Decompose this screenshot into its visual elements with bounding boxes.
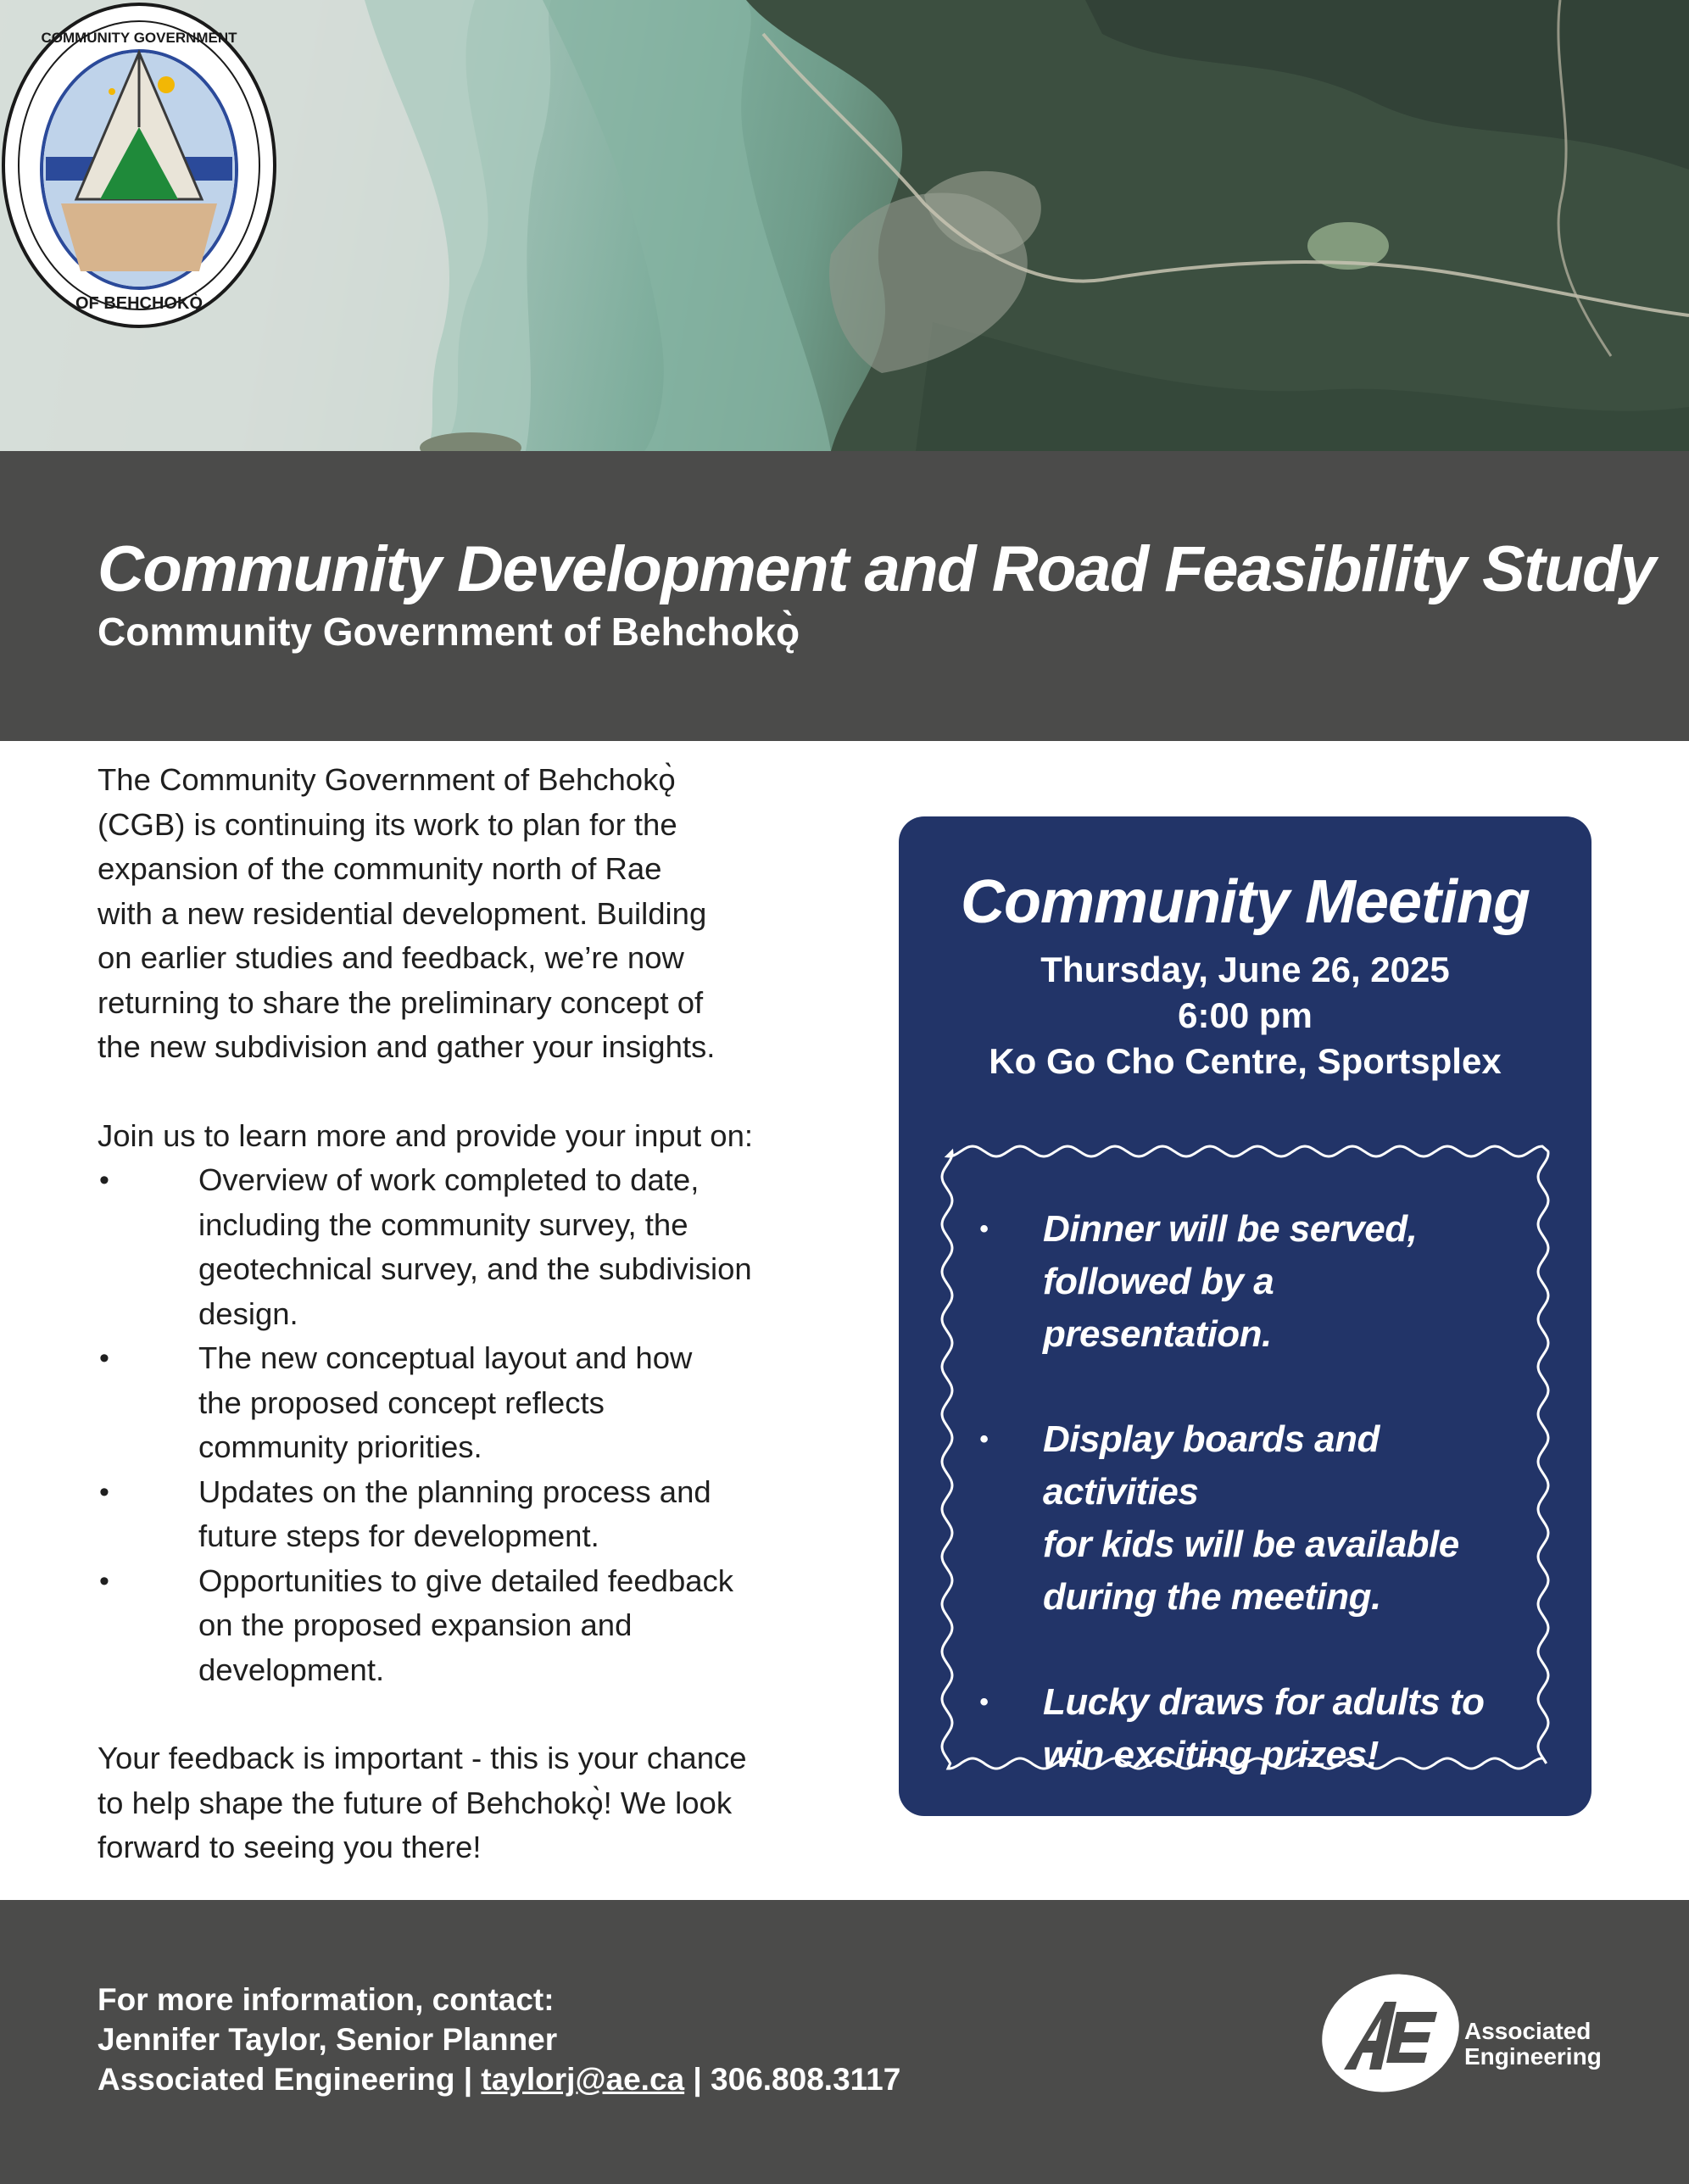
meeting-time: 6:00 pm xyxy=(1178,995,1313,1035)
intro-section xyxy=(98,758,827,1870)
contact-email-link[interactable]: taylorj@ae.ca xyxy=(481,2062,685,2097)
meeting-location: Ko Go Cho Centre, Sportsplex xyxy=(989,1041,1502,1081)
meeting-title: Community Meeting xyxy=(960,868,1530,936)
list-item: • Overview of work completed to date, including the community survey, the geotechnical survey, and the subdivision design. xyxy=(98,1158,827,1336)
bullet-icon: • xyxy=(99,1342,109,1374)
ae-emblem-icon xyxy=(1318,1968,1463,2099)
behchoko-community-logo xyxy=(0,0,278,331)
contact-footer xyxy=(0,1900,1689,2184)
list-item: • Dinner will be served, followed by a presentation. xyxy=(979,1203,1522,1361)
logo-bottom-text: OF BEHCHOKǪ̀ xyxy=(75,294,203,313)
closing-paragraph: Your feedback is important - this is your chance to help shape the future of Behchokǫ̀! We look forward to seeing you there! xyxy=(98,1741,747,1864)
meeting-card xyxy=(899,816,1591,1816)
list-item: • Opportunities to give detailed feedback on the proposed expansion and development. xyxy=(98,1559,827,1693)
page-subtitle: Community Government of Behchokǫ̀ xyxy=(98,610,800,654)
contact-details xyxy=(98,2059,900,2099)
bullet-icon: • xyxy=(99,1564,109,1597)
bullet-icon: • xyxy=(979,1688,989,1716)
title-band xyxy=(0,451,1689,741)
list-item: • The new conceptual layout and how the proposed concept reflects community priorities. xyxy=(98,1336,827,1470)
bullet-icon: • xyxy=(979,1215,989,1243)
list-item: • Updates on the planning process and future steps for development. xyxy=(98,1470,827,1559)
page-title: Community Development and Road Feasibility Study xyxy=(98,533,1655,605)
contact-separator: | xyxy=(693,2062,702,2097)
meeting-highlights xyxy=(979,1203,1522,1781)
associated-engineering-logo xyxy=(1318,1968,1602,2099)
contact-info xyxy=(98,1980,900,2099)
contact-heading: For more information, contact: xyxy=(98,1982,555,2017)
list-item: • Display boards and activities for kids will be available during the meeting. xyxy=(979,1413,1522,1624)
meeting-date: Thursday, June 26, 2025 xyxy=(1040,950,1450,989)
aerial-photo-header xyxy=(0,0,1689,451)
bullet-icon: • xyxy=(979,1425,989,1453)
bullet-icon: • xyxy=(99,1164,109,1196)
intro-paragraph: The Community Government of Behchokǫ̀ (CGB) is continuing its work to plan for the expansion of the community north of Rae with a new residential development. Building on earlier studies and feedback, we’re now returning to share the preliminary concept of the new subdivision and gather your insights. xyxy=(98,762,716,1064)
contact-name: Jennifer Taylor, Senior Planner xyxy=(98,2022,558,2057)
list-item: • Lucky draws for adults to win exciting prizes! xyxy=(979,1676,1522,1781)
contact-phone: 306.808.3117 xyxy=(711,2062,901,2097)
logo-top-text: COMMUNITY GOVERNMENT xyxy=(41,30,237,46)
bullet-icon: • xyxy=(99,1475,109,1508)
contact-org: Associated Engineering | xyxy=(98,2062,473,2097)
join-line: Join us to learn more and provide your input on: xyxy=(98,1117,754,1153)
topics-list xyxy=(98,1158,827,1692)
ae-wordmark: Associated Engineering xyxy=(1464,2018,1602,2070)
